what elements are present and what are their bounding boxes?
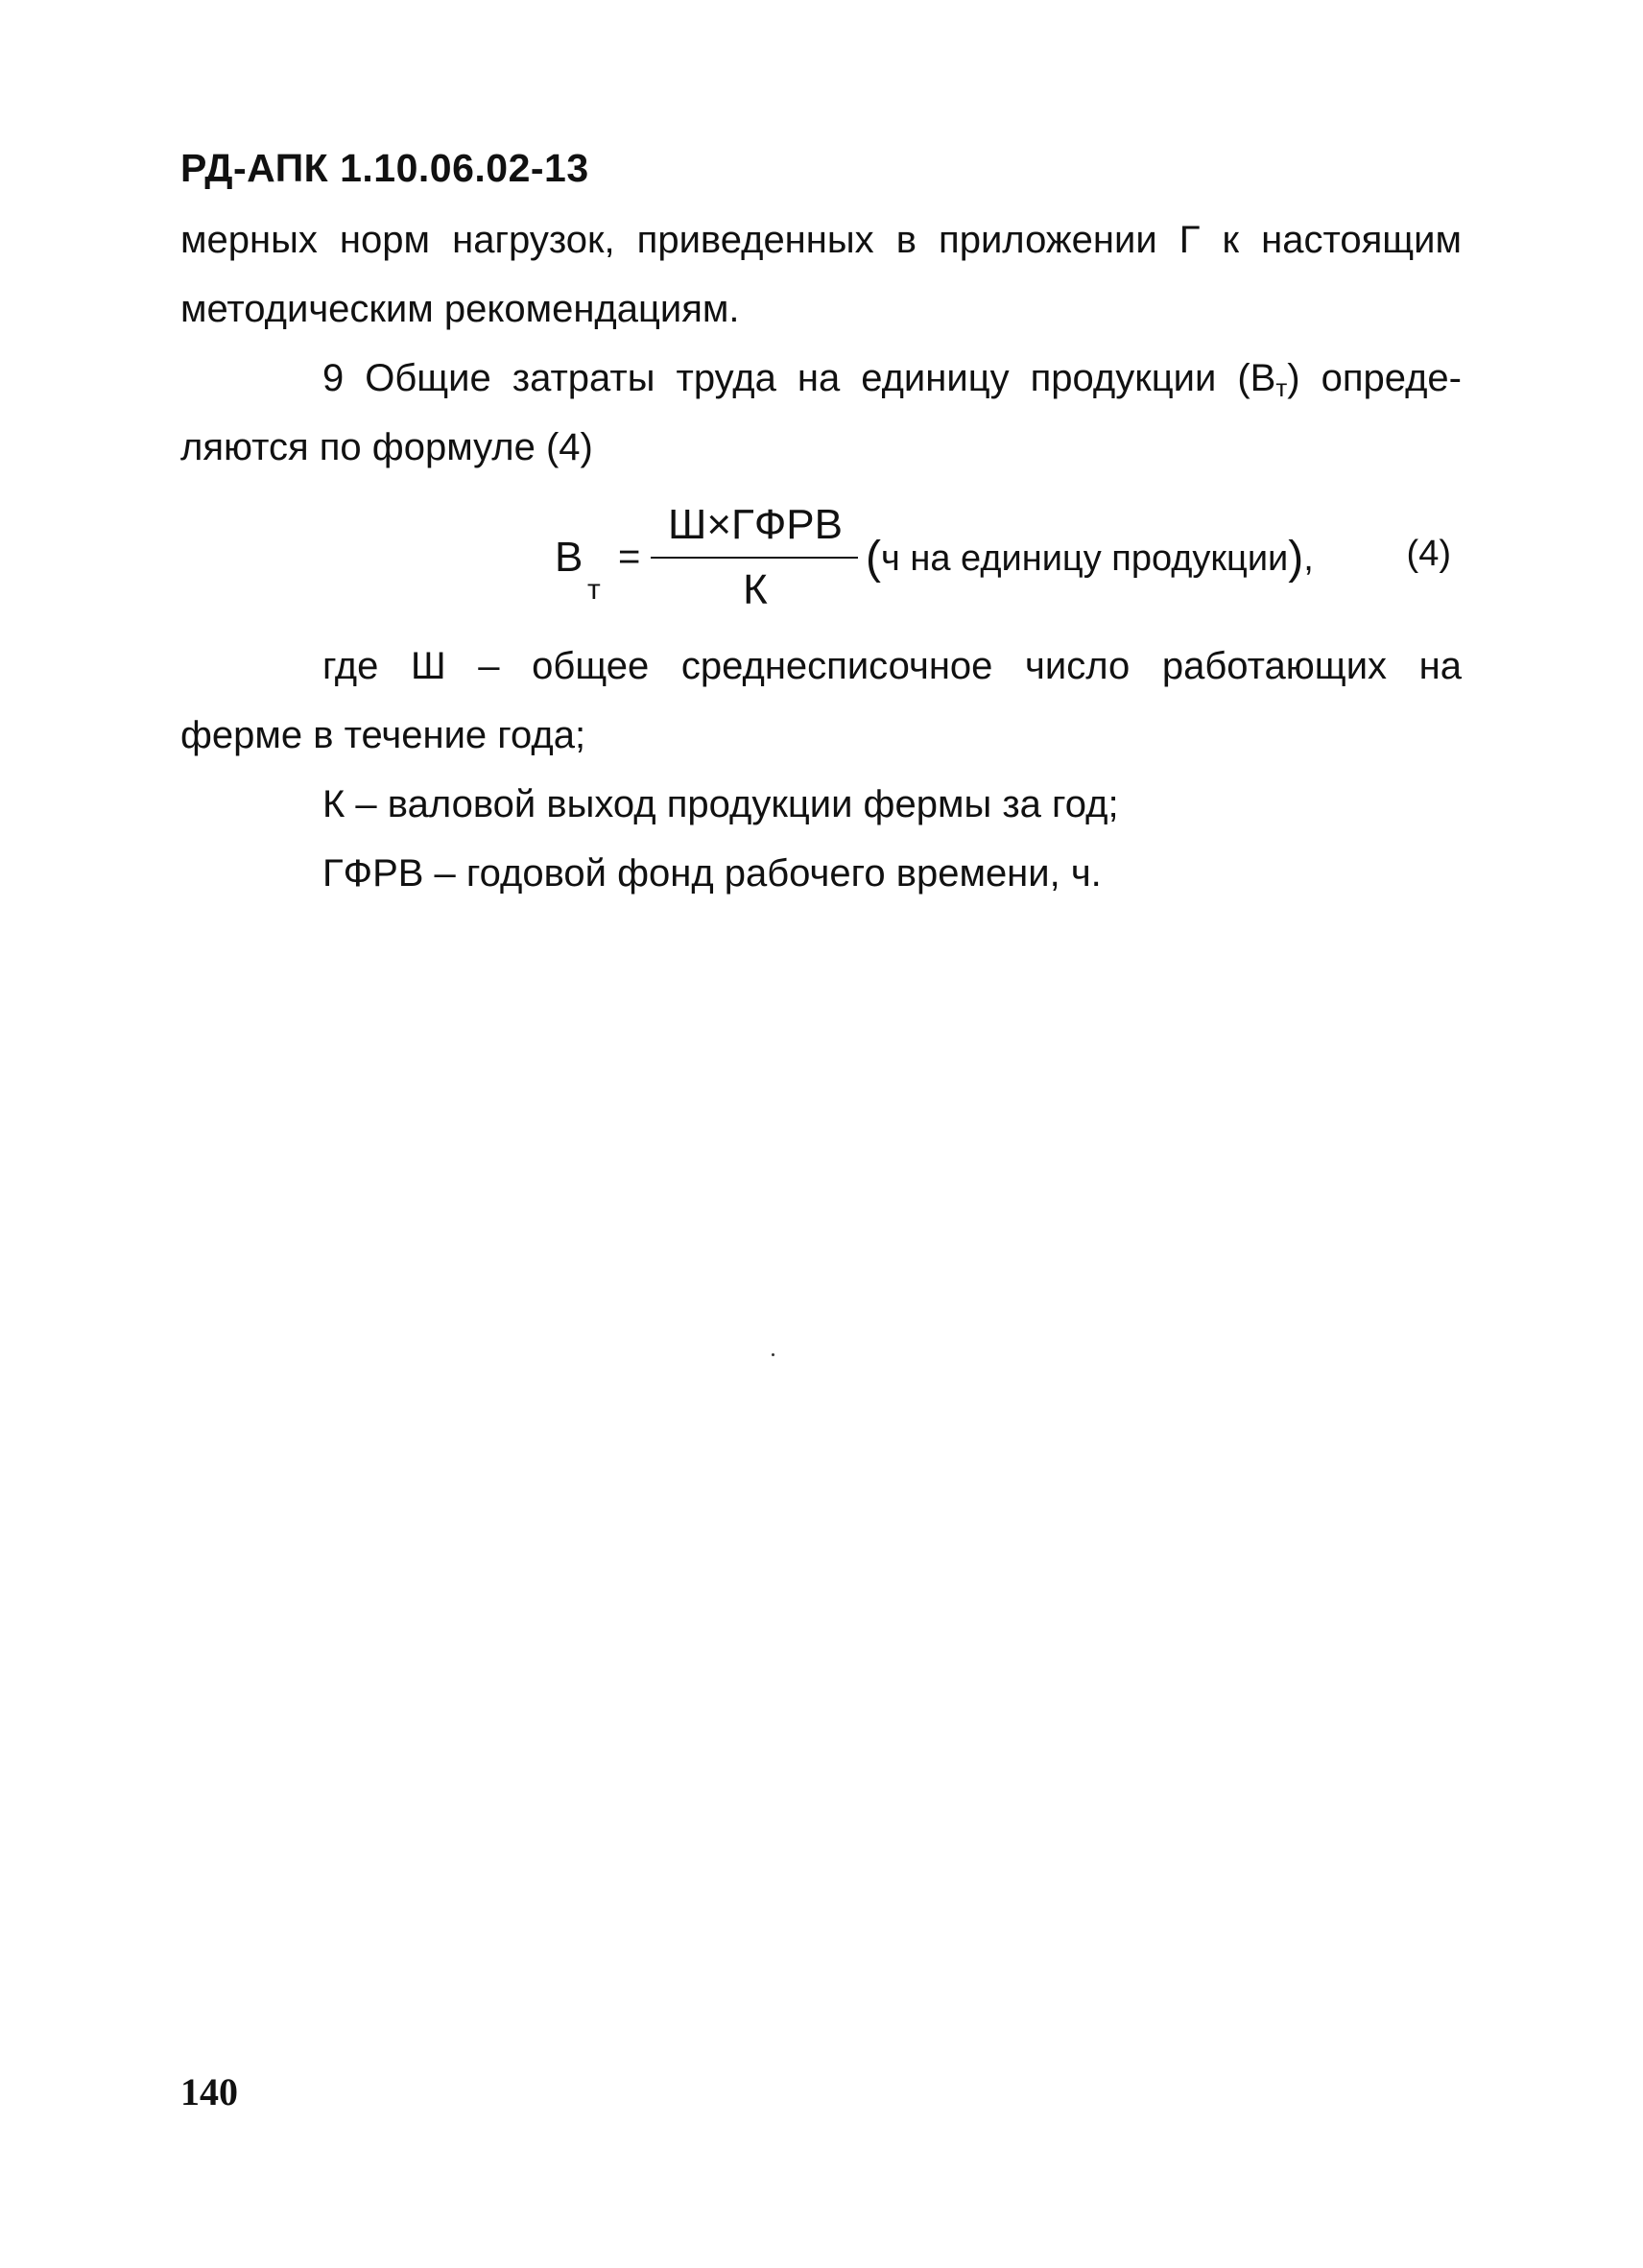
formula-unit-text: ч на единицу продукции	[880, 538, 1289, 579]
definition-line: ГФРВ – годовой фонд рабочего времени, ч.	[322, 852, 1102, 895]
definition-line: ферме в течение года;	[180, 714, 586, 756]
paragraph-9-text-b: ) опреде-	[1287, 357, 1462, 399]
text-line: методическим рекомендациям.	[180, 288, 740, 330]
text-line: мерных норм нагрузок, приведенных в приложении Г к настоящим	[180, 219, 1462, 261]
text-line: ляются по формуле (4)	[180, 426, 593, 468]
paragraph-9-subscript: т	[1275, 373, 1288, 402]
formula-unit	[866, 532, 1314, 585]
paragraph-9-text-a: 9 Общие затраты труда на единицу продукции (В	[322, 357, 1276, 399]
fraction-bar	[651, 557, 858, 559]
formula-4	[537, 499, 1488, 643]
formula-number: (4)	[1406, 534, 1451, 574]
formula-lhs-subscript: т	[587, 574, 601, 606]
definition-line: где Ш – общее среднесписочное число работающих на	[322, 645, 1462, 687]
formula-comma: ,	[1303, 538, 1314, 579]
definition-line: К – валовой выход продукции фермы за год;	[322, 783, 1119, 825]
formula-paren-open: (	[866, 533, 881, 584]
formula-denominator: К	[743, 566, 768, 613]
paragraph-9-line	[322, 357, 1462, 403]
page-number: 140	[180, 2070, 238, 2113]
scan-speck	[772, 1353, 774, 1356]
document-code-header: РД-АПК 1.10.06.02-13	[180, 146, 589, 190]
formula-paren-close: )	[1288, 533, 1304, 584]
formula-equals: =	[618, 536, 641, 578]
formula-numerator: Ш×ГФРВ	[668, 501, 843, 548]
formula-lhs: В	[555, 534, 583, 581]
